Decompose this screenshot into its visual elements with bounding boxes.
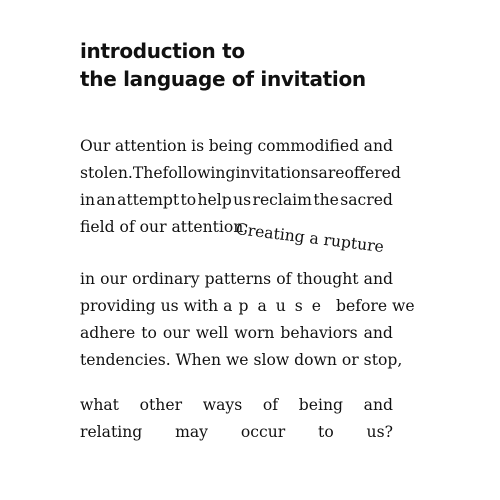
paragraph-2-line-2	[80, 293, 415, 320]
word: an	[96, 191, 116, 209]
word: to	[141, 324, 157, 342]
word: attempt	[117, 191, 180, 209]
word: invitations	[235, 164, 319, 182]
word: being	[298, 396, 343, 414]
word: our	[100, 270, 128, 288]
paragraph-2-line-4: tendencies. When we slow down or stop,	[80, 351, 403, 369]
title-line-1: introduction to	[80, 39, 245, 63]
pause-word: pause	[238, 297, 331, 315]
word: are	[318, 164, 345, 182]
word: and	[363, 324, 393, 342]
word: relating	[80, 423, 143, 441]
word: the	[313, 191, 339, 209]
word: may	[175, 423, 208, 441]
word: other	[139, 396, 183, 414]
word: of	[276, 270, 292, 288]
word: what	[80, 396, 119, 414]
word: commodified	[257, 137, 360, 155]
word: and	[363, 270, 393, 288]
word: is	[191, 137, 205, 155]
word: behaviors	[280, 324, 358, 342]
word: being	[208, 137, 253, 155]
line-start: providing us with a	[80, 297, 233, 315]
paragraph-1-line-4: field of our attention.	[80, 218, 249, 236]
line-end: before we	[336, 297, 415, 315]
word: following	[162, 164, 236, 182]
word: us	[233, 191, 252, 209]
paragraph-3	[80, 392, 393, 446]
paragraph-1-line-2	[80, 160, 401, 187]
word: patterns	[204, 270, 272, 288]
word: us?	[366, 423, 393, 441]
word: ordinary	[132, 270, 200, 288]
word: reclaim	[252, 191, 312, 209]
word: in	[80, 270, 96, 288]
paragraph-3-line-1	[80, 392, 393, 419]
title-line-2: the language of invitation	[80, 67, 366, 91]
paragraph-1-line-3	[80, 187, 393, 214]
word: our	[162, 324, 190, 342]
word: to	[180, 191, 197, 209]
page-title	[80, 37, 366, 93]
word: sacred	[340, 191, 393, 209]
word: The	[132, 164, 163, 182]
word: to	[318, 423, 334, 441]
paragraph-2-line-1	[80, 266, 393, 293]
paragraph-2	[80, 266, 415, 374]
word: stolen.	[80, 164, 133, 182]
word: Our	[80, 137, 111, 155]
word: offered	[344, 164, 401, 182]
paragraph-1-line-1	[80, 133, 393, 160]
word: occur	[240, 423, 286, 441]
word: and	[363, 137, 393, 155]
word: help	[197, 191, 232, 209]
word: of	[262, 396, 279, 414]
word: worn	[234, 324, 275, 342]
paragraph-2-line-3	[80, 320, 393, 347]
word: adhere	[80, 324, 136, 342]
word: and	[363, 396, 393, 414]
rupture-phrase: Creating a rupture	[234, 220, 385, 257]
word: attention	[114, 137, 187, 155]
word: thought	[296, 270, 359, 288]
word: in	[80, 191, 96, 209]
word: ways	[202, 396, 243, 414]
paragraph-3-line-2	[80, 419, 393, 446]
word: well	[195, 324, 229, 342]
